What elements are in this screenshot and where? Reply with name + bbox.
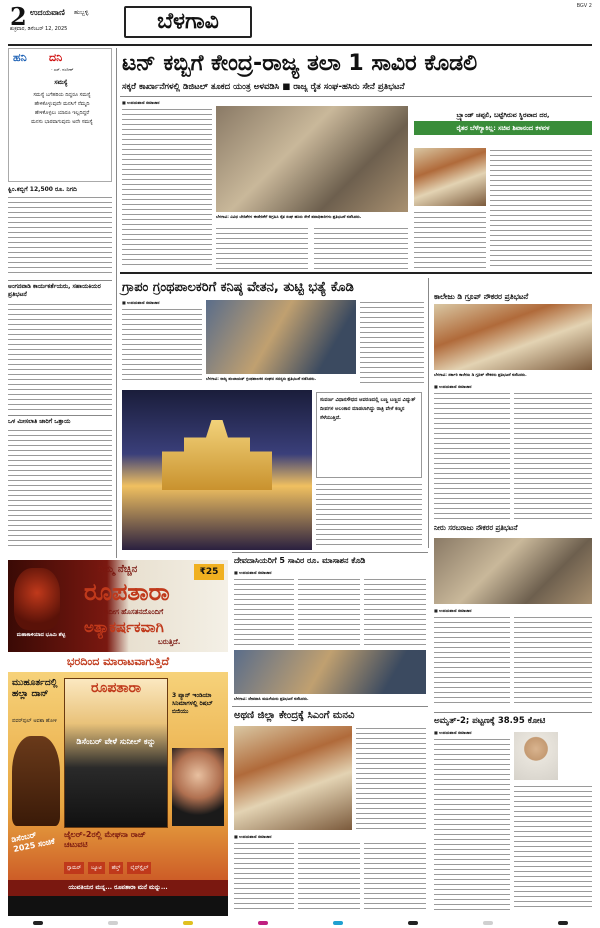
lead-rule	[120, 96, 592, 97]
temple-col2-text	[298, 577, 360, 647]
library-photo	[206, 300, 356, 374]
building-silhouette	[162, 420, 272, 490]
poem-text: ಸಮಸ್ಯೆ ಬಗೆಹರಿಯ ದಿದ್ದರೂ ಸಮಸ್ಯೆ ಹೇಳಿಕೊಳ್ಳುವುದೇ ಮನಸಿಗೆ ನೆಮ್ಮದಿ ಹೇಳಿಕೊಳ್ಳಲು ಯಾರೂ ಇಲ್ಲದಿದ್ದರೆ ಮನಸು ಭಾರವಾಗುವುದು ಅದೇ ಸಮಸ್ಯೆ	[31, 92, 93, 125]
college-photo-caption: ಬೆಳಗಾವಿ: ಸರ್ಕಾರಿ ಕಾಲೇಜು ಡಿ ಗ್ರೂಪ್ ನೌಕರರು ಪ್ರತಿಭಟನೆ ನಡೆಸಿದರು.	[434, 372, 527, 377]
athani-byline: ■ ಉದಯವಾಣಿ ಸಮಾಚಾರ	[234, 834, 272, 839]
ad-line1: ನಿಮ್ಮ ನೆಚ್ಚಿನ	[98, 564, 138, 575]
ad-tag: ಗ್ಲಾಮರ್	[64, 862, 84, 874]
page-code: BGV 2	[576, 3, 592, 9]
green-box-line1: ಬ್ರ್ಯಾಂಡ್ ಚಪ್ಪಲಿ, ಬಟ್ಟೆಗಿರುವ ಸ್ಥಿರವಾದ ದರ,	[456, 111, 550, 119]
ad-cover-headline: ಡಿಸೆಂಬರ್‌ ವೇಳೆ ಸುನೀಲ್ ಕನ್ನು	[76, 737, 156, 746]
amrut-headline: ಅಮೃತ್-2; ಪಟ್ಟಣಕ್ಕೆ 38.95 ಕೋಟಿ	[434, 716, 546, 726]
masthead-rule	[8, 44, 592, 46]
honey-byline: - ಎಸ್. ನಂದೀಶ್‌	[51, 67, 74, 72]
lead-col3-text	[314, 226, 408, 270]
amrut-top-rule	[434, 712, 592, 713]
reg-mark	[258, 921, 268, 925]
left-story1-text	[8, 195, 112, 277]
college-col2-text	[514, 391, 592, 521]
ad-bottom-band	[8, 896, 228, 916]
paper-name: ಉದಯವಾಣಿ	[30, 8, 65, 17]
college-photo	[434, 304, 592, 370]
reg-mark	[483, 921, 493, 925]
athani-side-text	[356, 726, 426, 830]
night-photo	[122, 390, 312, 550]
athani-col1-text	[234, 841, 294, 911]
left-column-divider	[116, 48, 117, 558]
left-story2-headline: ಅಂಗನವಾಡಿ ಕಾರ್ಯಕರ್ತೆಯರು, ಸಹಾಯಕಿಯರ ಪ್ರತಿಭಟನೆ	[8, 283, 101, 298]
library-col1-text	[122, 307, 202, 381]
amrut-col2-text	[514, 784, 592, 911]
athani-col2-text	[298, 841, 360, 911]
ad-tags	[64, 862, 224, 874]
reg-mark	[33, 921, 43, 925]
ad-tag: ಬ್ಯೂಟಿ	[88, 862, 105, 874]
issue-date: ಶುಕ್ರವಾರ, ಡಿಸೆಂಬರ್ 12, 2025	[10, 26, 68, 32]
mid-divider	[428, 278, 429, 548]
amrut-portrait	[514, 732, 558, 780]
college-headline: ಕಾಲೇಜು ಡಿ ಗ್ರೂಪ್ ನೌಕರರ ಪ್ರತಿಭಟನೆ	[434, 292, 529, 301]
ad-cover-brand: ರೂಪತಾರಾ	[90, 680, 142, 696]
temple-photo-caption: ಬೆಳಗಾವಿ: ದೇವದಾಸಿ ಮಹಿಳೆಯರು ಪ್ರತಿಭಟನೆ ನಡೆಸಿದರು.	[234, 696, 309, 701]
temple-byline: ■ ಉದಯವಾಣಿ ಸಮಾಚಾರ	[234, 570, 272, 575]
lead-col1-text	[122, 107, 212, 267]
green-box	[414, 110, 592, 144]
library-photo-caption: ಬೆಳಗಾವಿ: ರಾಜ್ಯ ಪಂಚಾಯತ್ ಗ್ರಂಥಪಾಲಕರ ಸಂಘದ ಸದಸ್ಯರು ಪ್ರತಿಭಟನೆ ನಡೆಸಿದರು.	[206, 376, 317, 381]
athani-top-rule	[232, 706, 428, 707]
amrut-byline: ■ ಉದಯವಾಣಿ ಸಮಾಚಾರ	[434, 730, 472, 735]
reg-mark	[108, 921, 118, 925]
section-title-box	[124, 6, 252, 38]
water-photo	[434, 538, 592, 604]
reg-mark	[558, 921, 568, 925]
left-rule-1	[8, 280, 112, 281]
registration-marks	[0, 918, 600, 928]
library-col2-text	[360, 300, 424, 386]
edition-name: ಹುಬ್ಬಳ್ಳಿ	[74, 9, 89, 16]
green-box-text-b	[414, 210, 486, 268]
ad-portrait	[172, 748, 224, 826]
ad-price: ₹25	[194, 564, 224, 580]
water-col2-text	[514, 615, 592, 707]
amrut-col1-text	[434, 737, 510, 911]
lead-subhead: ಸಕ್ಕರೆ ಕಾರ್ಖಾನೆಗಳಲ್ಲಿ ಡಿಜಿಟಲ್ ತೂಕದ ಯಂತ್ರ ಅಳವಡಿಸಿ ■ ರಾಜ್ಯ ರೈತ ಸಂಘ-ಹಸಿರು ಸೇನೆ ಪ್ರತಿಭಟನೆ	[122, 82, 405, 92]
ad-side3: 3 ಪ್ಯಾನ್ ಇಂಡಿಯಾ ಸಿನಿಮಾಗಳಲ್ಲಿ ರಿಷಬ್‌ ಬಿಜಿಯು	[172, 692, 213, 715]
green-box-photo	[414, 148, 486, 206]
left-story2-text	[8, 302, 112, 412]
reg-mark	[333, 921, 343, 925]
ad-tag: ಲೈಫ್‌ಸ್ಟೈಲ್	[127, 862, 151, 874]
ad-line4: ಬರುತ್ತಿದೆ.	[158, 638, 181, 646]
lead-photo	[216, 106, 408, 212]
night-box-below-text	[316, 482, 422, 548]
lead-byline: ■ ಉದಯವಾಣಿ ಸಮಾಚಾರ	[122, 100, 160, 105]
ad-figure	[12, 736, 60, 826]
ad-line2: ಇದೀಗ ಹೊಸತನದೊಂದಿಗೆ	[104, 608, 164, 616]
ad-tag: ಹೆಲ್ತ್	[109, 862, 124, 874]
temple-top-rule	[232, 552, 428, 553]
athani-col3-text	[364, 841, 426, 911]
masthead	[0, 0, 600, 46]
ad-side1: ಮುಹೂರ್ತದಲ್ಲಿ ಹಲ್ಲಾ ದಾನ್	[12, 678, 58, 699]
ad-face-graphic	[14, 568, 60, 630]
green-box-text-a	[490, 148, 592, 268]
lead-bottom-rule	[120, 272, 592, 274]
honey-title-b: ದನಿ	[49, 51, 63, 64]
water-headline: ನೀರು ಸರಬರಾಜು ನೌಕರರ ಪ್ರತಿಭಟನೆ	[434, 524, 518, 532]
rupatara-ad[interactable]	[8, 560, 228, 916]
ad-side2: ಪವರ್‌ಫುಲ್ ಅವಶಾ ಹೋಳಿ	[12, 718, 57, 724]
left-rule-2	[8, 415, 112, 416]
library-headline: ಗ್ರಾಪಂ ಗ್ರಂಥಪಾಲಕರಿಗೆ ಕನಿಷ್ಠ ವೇತನ, ತುಟ್ಟಿ ಭತ್ಯೆ ಕೊಡಿ	[122, 280, 354, 295]
lead-headline: ಟನ್ ಕಬ್ಬಿಗೆ ಕೇಂದ್ರ-ರಾಜ್ಯ ತಲಾ 1 ಸಾವಿರ ಕೊಡಲಿ	[122, 51, 478, 76]
ad-brand: ರೂಪತಾರಾ	[84, 578, 170, 606]
athani-headline: ಅಥಣಿ ಜಿಲ್ಲಾ ಕೇಂದ್ರಕ್ಕೆ ಸಿಎಂಗೆ ಮನವಿ	[234, 710, 355, 721]
reg-mark	[183, 921, 193, 925]
night-box	[316, 392, 422, 478]
green-box-line2: ರೈತರ ಬೆಳೆಗ್ಯಾಕಿಲ್ಲ: ಸಚಿವ ಶಿವಾನಂದ ಕಳವಳ	[414, 121, 592, 135]
honey-title-a: ಹನಿ	[13, 51, 27, 64]
night-box-text: ಸುವರ್ಣ ವಿಧಾನಸೌಧದ ಆವರಣದಲ್ಲಿ ಬಣ್ಣ ಬಣ್ಣದ ವಿದ್ಯುತ್ ದೀಪಗಳ ಅಲಂಕಾರ ಮಾಡಲಾಗಿದ್ದು ರಾತ್ರಿ ವೇಳೆ ಕಣ್ಮನ ಸೆಳೆಯುತ್ತಿದೆ.	[320, 397, 416, 421]
left-story3-text	[8, 428, 112, 548]
lead-photo-caption: ಬೆಳಗಾವಿ: ವಿವಿಧ ಬೇಡಿಕೆಗಳ ಈಡೇರಿಕೆಗೆ ಆಗ್ರಹಿಸಿ ರೈತ ಸಂಘ ಹಸಿರು ಸೇನೆ ಪದಾಧಿಕಾರಿಗಳು ಪ್ರತಿಭಟನೆ ನಡೆಸಿದರು.	[216, 214, 362, 219]
section-title: ಬೆಳಗಾವಿ	[157, 9, 219, 34]
temple-photo	[234, 650, 426, 694]
water-col1-text	[434, 615, 510, 707]
poem-title: ಸಮಸ್ಯೆ	[54, 79, 68, 86]
ad-cover-image	[64, 678, 168, 828]
left-story3-headline: ಒಳ ಮೀಸಲಾತಿ ಜಾರಿಗೆ ಒತ್ತಾಯ	[8, 418, 71, 425]
athani-photo	[234, 726, 352, 830]
temple-headline: ದೇವದಾಸಿಯರಿಗೆ 5 ಸಾವಿರ ರೂ. ಮಾಸಾಶನ ಕೊಡಿ	[234, 556, 366, 565]
ad-edition: ಡಿಸೆಂಬರ್ 2025 ಸಂಚಿಕೆ	[10, 830, 56, 855]
ad-badge: ಮಹಾಕಾಳಿಯಾದ ಭೂಮಿ ಶೆಟ್ಟಿ	[16, 632, 66, 638]
ad-side4: ಜೈಲರ್-2ರಲ್ಲಿ ಮೇಘನಾ ರಾಜ್ ಚಟುವಟಿ	[64, 830, 146, 849]
ad-line3: ಅತ್ಯಾಕರ್ಷಕವಾಗಿ	[84, 618, 164, 636]
temple-col1-text	[234, 577, 294, 647]
left-story1-headline: ಕ್ವಿಂ.ಕಬ್ಬಿಗೆ 12,500 ರೂ. ನಿಗದಿ	[8, 186, 77, 193]
temple-col3-text	[364, 577, 426, 647]
ad-tagline: ಯುವತಿಯರ ಮನ್ನ... ರೂಪತಾರಾ ಮನೆ ಮನ್ನು...	[8, 880, 228, 896]
lead-col2-text	[216, 226, 308, 270]
water-byline: ■ ಉದಯವಾಣಿ ಸಮಾಚಾರ	[434, 608, 472, 613]
ad-strip: ಭರದಿಂದ ಮಾರಾಟವಾಗುತ್ತಿದೆ	[8, 652, 228, 672]
honey-money-box	[8, 48, 112, 182]
college-col1-text	[434, 391, 510, 521]
college-byline: ■ ಉದಯವಾಣಿ ಸಮಾಚಾರ	[434, 384, 472, 389]
library-byline: ■ ಉದಯವಾಣಿ ಸಮಾಚಾರ	[122, 300, 160, 305]
page-number: 2	[10, 2, 27, 31]
reg-mark	[408, 921, 418, 925]
